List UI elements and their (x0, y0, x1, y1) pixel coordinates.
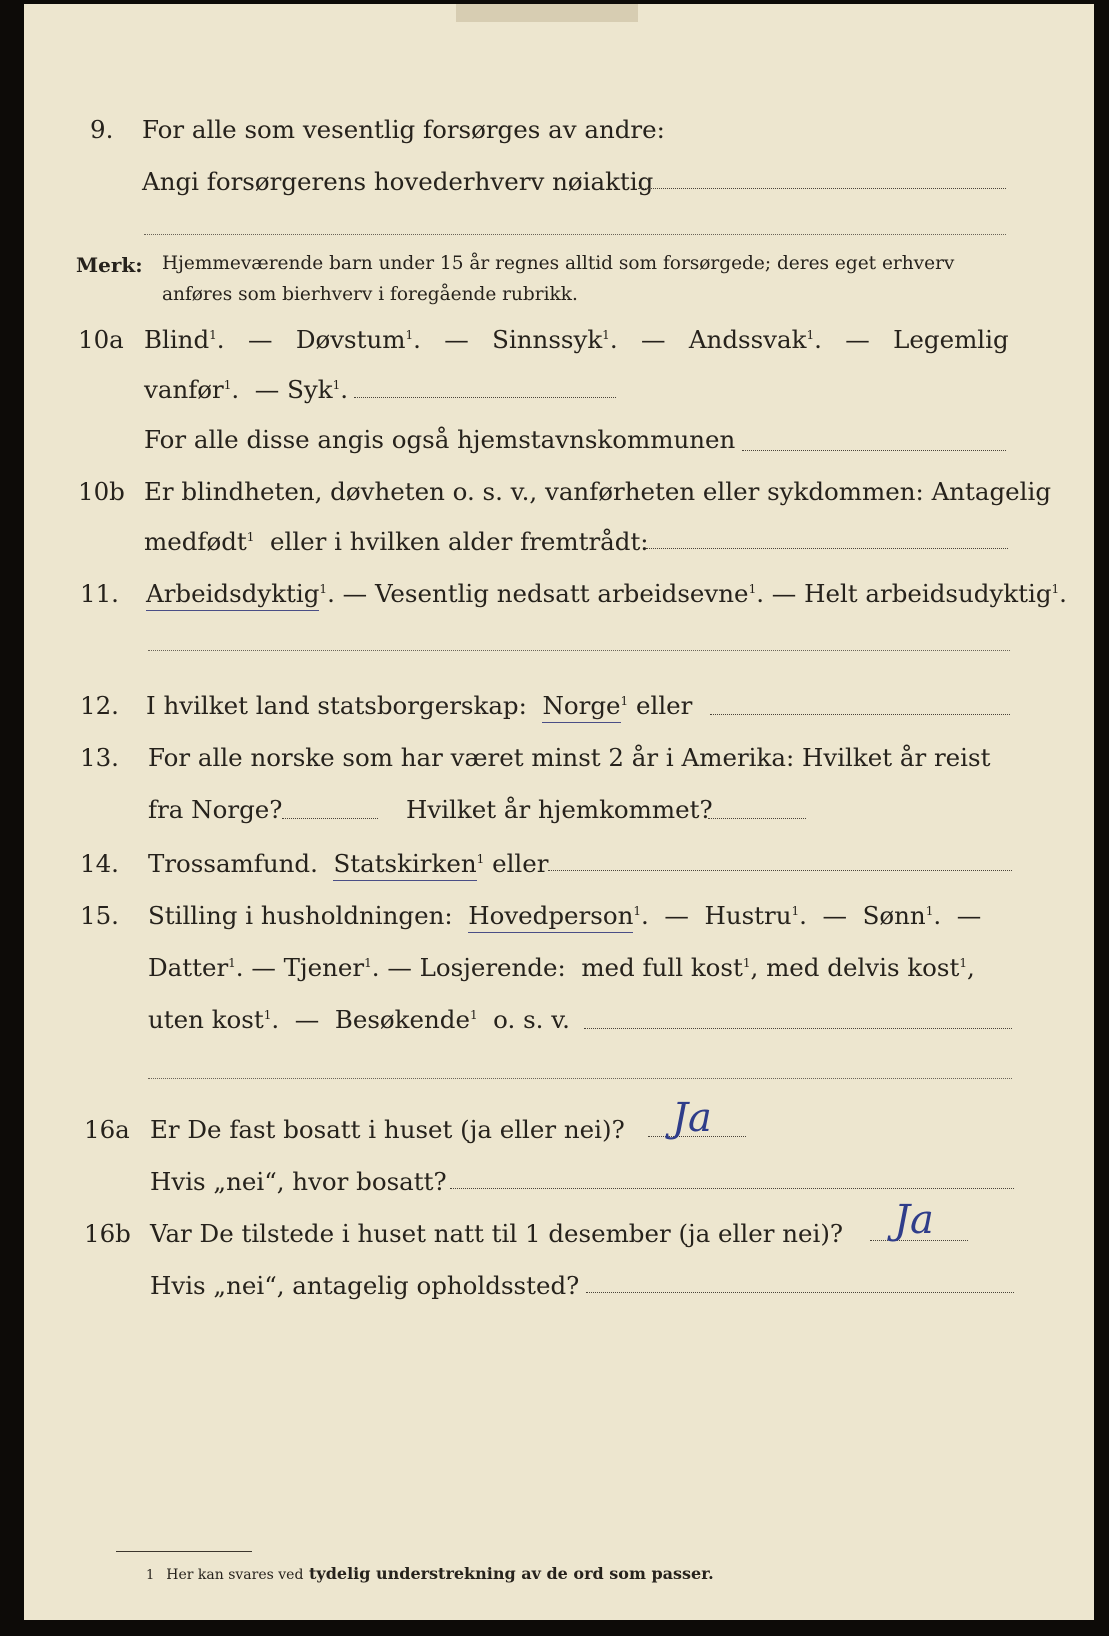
q10b-answer-line[interactable] (646, 548, 1008, 549)
paper-stub (456, 4, 638, 22)
q11-line1: Arbeidsdyktig$^1$. — Vesentlig nedsatt arbeidsevne$^1$. — Helt arbeidsudyktig$^1$. (146, 582, 1067, 607)
q10b-number: 10b (78, 477, 125, 506)
census-form-page (24, 4, 1094, 1620)
q13-reist-line[interactable] (282, 818, 378, 819)
q12-answer-line[interactable] (710, 714, 1010, 715)
q9-line1: For alle som vesentlig forsørges av andre: (142, 115, 665, 144)
q11-number: 11. (80, 579, 119, 608)
footnote-rule (116, 1551, 252, 1552)
option-sinnssyk[interactable]: Sinnssyk (492, 325, 603, 354)
option-nedsatt[interactable]: Vesentlig nedsatt arbeidsevne (374, 579, 749, 608)
q9-line2: Angi forsørgerens hovederhverv nøiaktig (142, 167, 654, 196)
q10a-line3: For alle disse angis også hjemstavnskommunen (144, 425, 736, 454)
q16a-question: Er De fast bosatt i huset (ja eller nei)? (150, 1115, 625, 1144)
q16b-followup: Hvis „nei“, antagelig opholdssted? (150, 1271, 580, 1300)
option-udyktig[interactable]: Helt arbeidsudyktig (804, 579, 1052, 608)
q14-answer-line[interactable] (548, 870, 1012, 871)
option-andssvak[interactable]: Andssvak (688, 325, 807, 354)
q10b-alder-text: eller i hvilken alder fremtrådt: (269, 527, 649, 556)
q15-answer-line[interactable] (584, 1028, 1012, 1029)
option-vanfor[interactable]: vanfør (144, 375, 224, 404)
q16a-handwritten-answer: Ja (672, 1095, 712, 1141)
option-hovedperson-selected[interactable]: Hovedperson (468, 901, 633, 933)
q16b-handwritten-answer: Ja (894, 1197, 934, 1243)
merk-line1: Hjemmeværende barn under 15 år regnes alltid som forsørgede; deres eget erhverv (162, 253, 955, 274)
option-dovstum[interactable]: Døvstum (295, 325, 406, 354)
q15-number: 15. (80, 901, 119, 930)
q10a-hjemstavn-line[interactable] (742, 450, 1006, 451)
q13-hjemkommet-line[interactable] (708, 818, 806, 819)
q16b-followup-line[interactable] (586, 1292, 1014, 1293)
q15-losjerende: Losjerende: (419, 953, 566, 982)
q10a-answer-line[interactable] (354, 397, 616, 398)
merk-line2: anføres som bierhverv i foregående rubrikk. (162, 284, 578, 305)
q10a-number: 10a (78, 325, 124, 354)
option-syk[interactable]: Syk (287, 375, 333, 404)
option-medfodt[interactable]: medfødt (144, 527, 247, 556)
q16a-number: 16a (84, 1115, 130, 1144)
q15-osv: o. s. v. (493, 1005, 570, 1034)
q16b-question: Var De tilstede i huset natt til 1 desember (ja eller nei)? (150, 1219, 844, 1248)
q14-text: Trossamfund. (148, 849, 318, 878)
q16a-followup-line[interactable] (450, 1188, 1014, 1189)
q15-line1: Stilling i husholdningen: Hovedperson$^1$. — Hustru$^1$. — Sønn$^1$. — (148, 904, 981, 929)
q10a-line1: Blind$^1$. — Døvstum$^1$. — Sinnssyk$^1$. — Andssvak$^1$. — Legemlig (144, 325, 1009, 354)
footnote-lead: Her kan svares ved (166, 1567, 304, 1583)
option-blind[interactable]: Blind (144, 325, 210, 354)
q10b-line2: medfødt$^1$ eller i hvilken alder fremtrådt: (144, 527, 649, 556)
q12-text: I hvilket land statsborgerskap: (146, 691, 527, 720)
q14-number: 14. (80, 849, 119, 878)
q9-answer-line[interactable] (638, 188, 1006, 189)
q16a-followup: Hvis „nei“, hvor bosatt? (150, 1167, 447, 1196)
merk-label: Merk: (76, 253, 143, 277)
footnote-bold: tydelig understrekning av de ord som passer. (309, 1564, 714, 1583)
footnote (146, 1564, 714, 1583)
option-sonn[interactable]: Sønn (862, 901, 926, 930)
option-tjener[interactable]: Tjener (283, 953, 365, 982)
q11-extra-line[interactable] (148, 650, 1010, 651)
q15-line3: uten kost$^1$. — Besøkende$^1$ o. s. v. (148, 1005, 570, 1034)
option-delvis-kost[interactable]: med delvis kost (766, 953, 960, 982)
option-hustru[interactable]: Hustru (704, 901, 792, 930)
q13-fra-norge: fra Norge? (148, 795, 283, 824)
option-uten-kost[interactable]: uten kost (148, 1005, 264, 1034)
q15-text: Stilling i husholdningen: (148, 901, 453, 930)
q14-eller: eller (492, 849, 549, 878)
option-full-kost[interactable]: med full kost (581, 953, 743, 982)
q14-line: Trossamfund. Statskirken$^1$ eller (148, 852, 548, 877)
option-besokende[interactable]: Besøkende (334, 1005, 470, 1034)
q15-extra-line[interactable] (148, 1078, 1012, 1079)
footnote-mark: 1 (146, 1568, 155, 1583)
q12-line: I hvilket land statsborgerskap: Norge$^1$ eller (146, 694, 692, 719)
q10b-line1: Er blindheten, døvheten o. s. v., vanførheten eller sykdommen: Antagelig (144, 477, 1052, 506)
q15-line2: Datter$^1$. — Tjener$^1$. — Losjerende: med full kost$^1$, med delvis kost$^1$, (148, 953, 975, 982)
q16b-number: 16b (84, 1219, 131, 1248)
q12-number: 12. (80, 691, 119, 720)
option-statskirken-selected[interactable]: Statskirken (333, 849, 476, 881)
option-legemlig[interactable]: Legemlig (893, 325, 1009, 354)
q13-line1: For alle norske som har været minst 2 år i Amerika: Hvilket år reist (148, 743, 991, 772)
q9-extra-line[interactable] (144, 234, 1006, 235)
q13-hjemkommet: Hvilket år hjemkommet? (406, 795, 713, 824)
q10a-line2: vanfør$^1$. — Syk$^1$. (144, 375, 348, 404)
q9-number: 9. (90, 115, 114, 144)
q13-number: 13. (80, 743, 119, 772)
option-arbeidsdyktig-selected[interactable]: Arbeidsdyktig (146, 579, 319, 611)
option-datter[interactable]: Datter (148, 953, 229, 982)
q12-eller: eller (635, 691, 693, 720)
option-norge-selected[interactable]: Norge (542, 691, 620, 723)
